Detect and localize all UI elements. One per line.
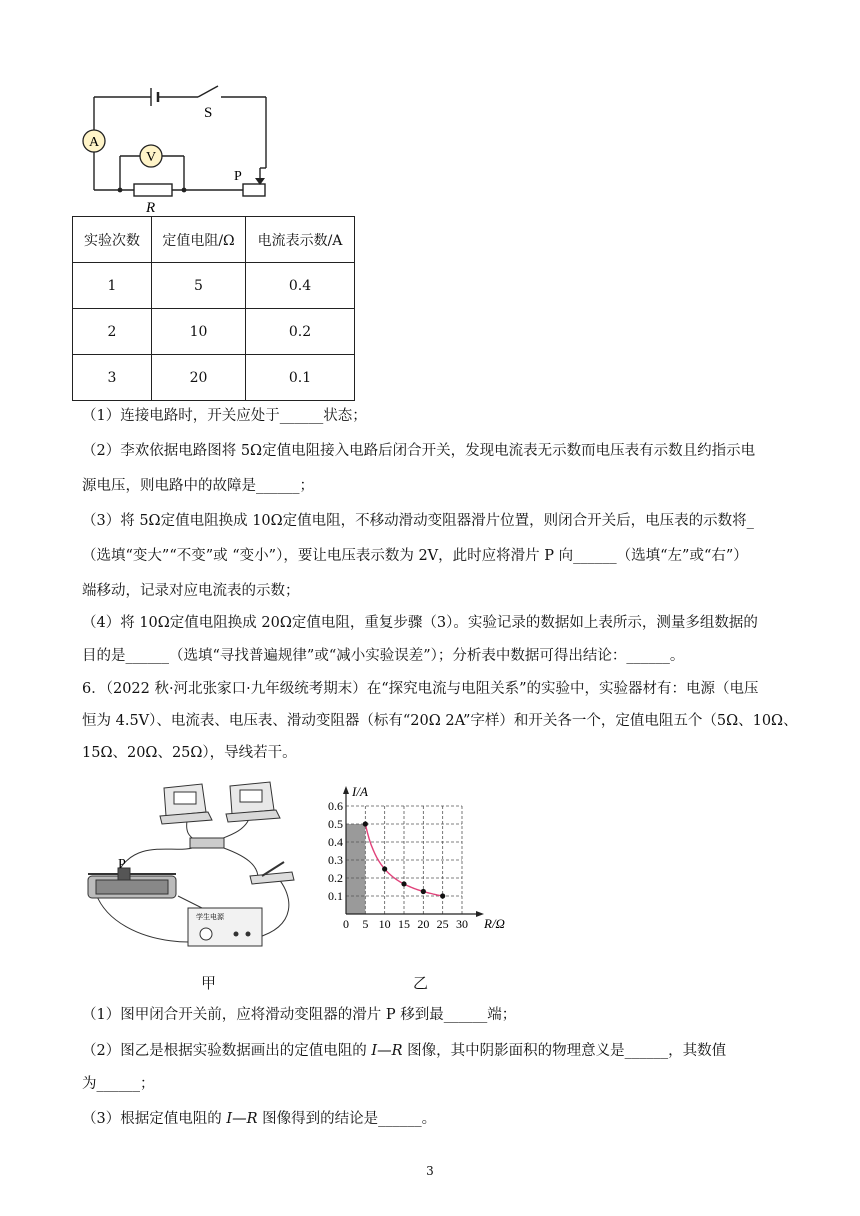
table-header: 定值电阻/Ω bbox=[152, 217, 246, 263]
apparatus-figure bbox=[78, 776, 308, 956]
q6-part2-post: 图像，其中阴影面积的物理意义是______，其数值 bbox=[402, 1043, 727, 1059]
table-cell: 1 bbox=[73, 263, 152, 309]
switch-icon bbox=[250, 862, 294, 884]
q6-part2-var: I—R bbox=[371, 1043, 403, 1059]
table-row bbox=[73, 309, 355, 355]
q6-part3-post: 图像得到的结论是______。 bbox=[257, 1111, 437, 1127]
x-tick-label: 30 bbox=[456, 917, 468, 931]
table-cell: 0.1 bbox=[246, 355, 355, 401]
table-cell: 0.2 bbox=[246, 309, 355, 355]
y-tick-label: 0.1 bbox=[328, 889, 343, 903]
y-axis-arrow-icon bbox=[343, 786, 349, 794]
page-number: 3 bbox=[426, 1164, 434, 1178]
rheostat-icon bbox=[88, 868, 176, 898]
table-header-row bbox=[73, 217, 355, 263]
data-point bbox=[401, 881, 406, 886]
q5-part3-line2: （选填“变大”“不变”或 “变小”），要让电压表示数为 2V，此时应将滑片 P 向______（选填“左”或“右”） bbox=[82, 548, 748, 564]
q6-part2-line2: 为______； bbox=[82, 1076, 155, 1092]
x-tick-label: 5 bbox=[362, 917, 369, 931]
q5-part4-line2: 目的是______（选填“寻找普遍规律”或“减小实验误差”）；分析表中数据可得出结论：______。 bbox=[82, 648, 685, 664]
x-axis-arrow-icon bbox=[476, 911, 484, 917]
fig-yi-caption: 乙 bbox=[413, 974, 429, 992]
q6-part3-var: I—R bbox=[226, 1111, 258, 1127]
ir-chart bbox=[318, 780, 508, 952]
data-table bbox=[72, 216, 355, 401]
table-header: 实验次数 bbox=[73, 217, 152, 263]
ammeter-label: A bbox=[88, 135, 100, 150]
q6-part1: （1）图甲闭合开关前，应将滑动变阻器的滑片 P 移到最______端； bbox=[82, 1007, 517, 1023]
q6-part3 bbox=[82, 1108, 782, 1130]
table-cell: 0.4 bbox=[246, 263, 355, 309]
table-cell: 3 bbox=[73, 355, 152, 401]
table-header: 电流表示数/A bbox=[246, 217, 355, 263]
y-axis-label: I/A bbox=[352, 784, 368, 799]
resistor-label: R bbox=[146, 200, 156, 216]
table-row bbox=[73, 355, 355, 401]
fig-jia-caption: 甲 bbox=[201, 974, 217, 992]
table-cell: 20 bbox=[152, 355, 246, 401]
q6-intro-line3: 15Ω、20Ω、25Ω），导线若干。 bbox=[82, 745, 297, 761]
q6-intro-line2: 恒为 4.5V）、电流表、电压表、滑动变阻器（标有“20Ω 2A”字样）和开关各一个，定值电阻五个（5Ω、10Ω、 bbox=[82, 713, 798, 729]
table-row bbox=[73, 263, 355, 309]
y-tick-label: 0.5 bbox=[328, 817, 343, 831]
y-tick-label: 0.4 bbox=[328, 835, 343, 849]
data-point bbox=[363, 821, 368, 826]
q5-part4-line1: （4）将 10Ω定值电阻换成 20Ω定值电阻，重复步骤（3）。实验记录的数据如上表所示，测量多组数据的 bbox=[82, 615, 758, 631]
table-cell: 10 bbox=[152, 309, 246, 355]
x-tick-label: 15 bbox=[398, 917, 410, 931]
data-point bbox=[382, 866, 387, 871]
q5-part3-line3: 端移动，记录对应电流表的示数； bbox=[82, 583, 300, 599]
q6-part3-pre: （3）根据定值电阻的 bbox=[82, 1111, 227, 1127]
circuit-diagram bbox=[78, 80, 278, 220]
x-tick-label: 10 bbox=[378, 917, 391, 931]
data-point bbox=[421, 889, 426, 894]
x-tick-label: 0 bbox=[343, 917, 349, 931]
q6-intro-line1: 6．（2022 秋·河北张家口·九年级统考期末）在“探究电流与电阻关系”的实验中，实验器材有：电源（电压 bbox=[82, 681, 759, 697]
switch-blade bbox=[198, 86, 218, 97]
q6-part2-pre: （2）图乙是根据实验数据画出的定值电阻的 bbox=[82, 1043, 372, 1059]
x-axis-label: R/Ω bbox=[484, 916, 505, 931]
table-cell: 2 bbox=[73, 309, 152, 355]
apparatus-p-label: P bbox=[118, 857, 126, 872]
q5-part2-line2: 源电压，则电路中的故障是______； bbox=[82, 478, 314, 494]
slider-label: P bbox=[234, 169, 242, 184]
fixed-resistor-icon bbox=[190, 838, 224, 848]
y-tick-label: 0.3 bbox=[328, 853, 343, 867]
q6-part2-line1 bbox=[82, 1040, 782, 1062]
q5-part3-line1: （3）将 5Ω定值电阻换成 10Ω定值电阻，不移动滑动变阻器滑片位置，则闭合开关后，电压表的示数将_ bbox=[82, 513, 754, 529]
data-point bbox=[440, 893, 445, 898]
x-tick-label: 20 bbox=[417, 917, 430, 931]
rheostat bbox=[243, 184, 265, 196]
q5-part2-line1: （2）李欢依据电路图将 5Ω定值电阻接入电路后闭合开关，发现电流表无示数而电压表有示数且约指示电 bbox=[82, 443, 756, 459]
meter-2-icon bbox=[226, 782, 280, 822]
table-cell: 5 bbox=[152, 263, 246, 309]
y-tick-label: 0.6 bbox=[328, 799, 343, 813]
switch-label: S bbox=[204, 105, 213, 121]
q5-part1: （1）连接电路时，开关应处于______状态； bbox=[82, 408, 367, 424]
resistor-r bbox=[134, 184, 172, 196]
shaded-area bbox=[346, 824, 365, 914]
voltmeter-label: V bbox=[145, 150, 157, 165]
power-supply-label: 学生电源 bbox=[196, 913, 224, 921]
y-tick-label: 0.2 bbox=[328, 871, 343, 885]
x-tick-label: 25 bbox=[436, 917, 449, 931]
meter-1-icon bbox=[160, 784, 212, 824]
